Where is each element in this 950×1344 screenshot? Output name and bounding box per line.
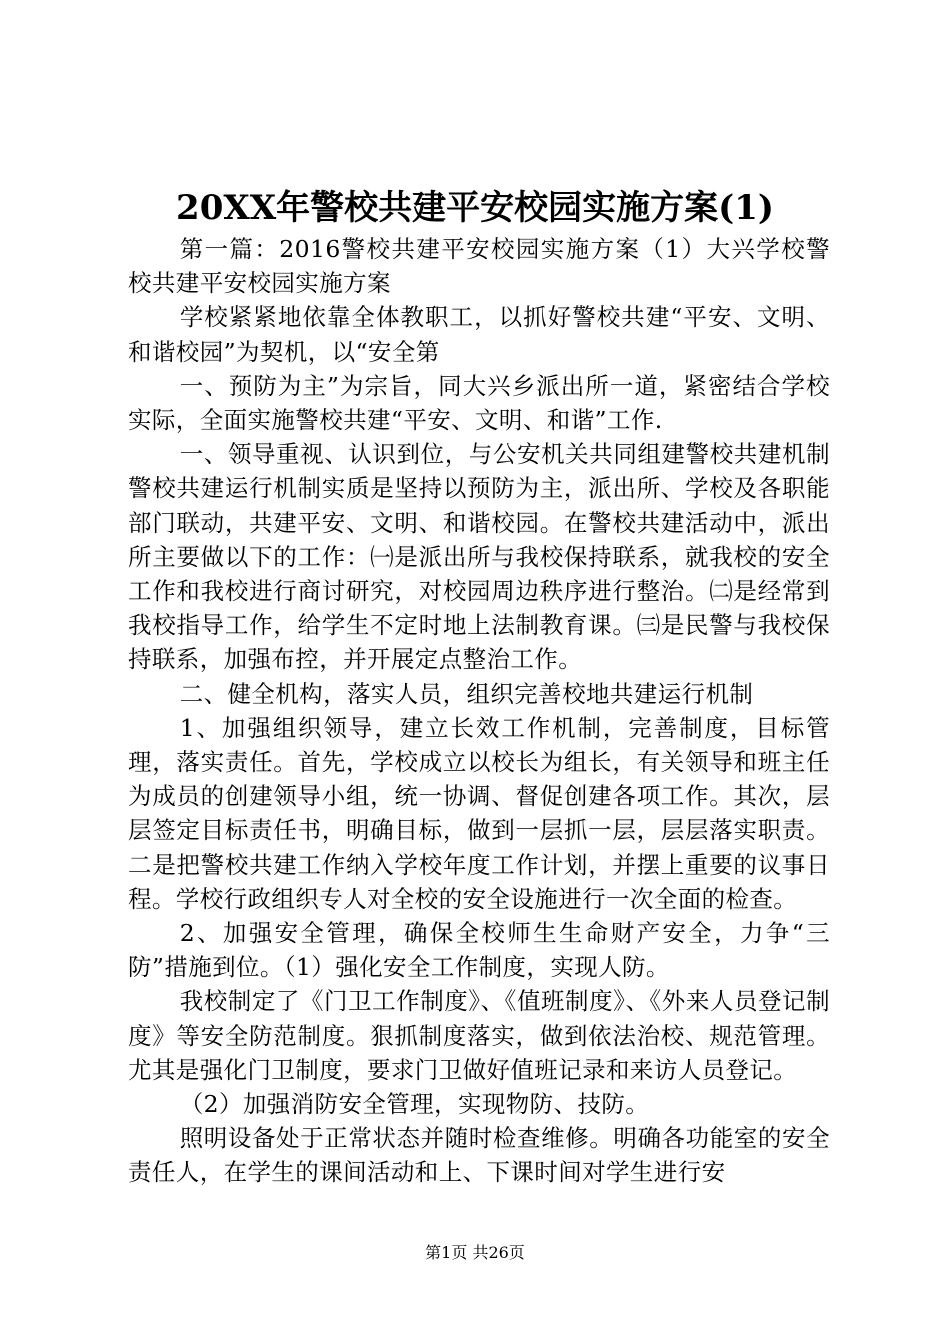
paragraph: 照明设备处于正常状态并随时检查维修。明确各功能室的安全责任人，在学生的课间活动和上、下课时间对学生进行安 bbox=[128, 1124, 830, 1187]
paragraph: （2）加强消防安全管理，实现物防、技防。 bbox=[179, 1090, 650, 1119]
paragraph: 1、加强组织领导，建立长效工作机制，完善制度，目标管理，落实责任。首先，学校成立以校长为组长，有关领导和班主任为成员的创建领导小组，统一协调、督促创建各项工作。其次，层层签定目标责任书，明确目标，做到一层抓一层，层层落实职责。二是把警校共建工作纳入学校年度工作计划，并摆上重要的议事日程。学校行政组织专人对全校的安全设施进行一次全面的检查。 bbox=[128, 713, 830, 913]
paragraph: 学校紧紧地依靠全体教职工，以抓好警校共建“平安、文明、和谐校园”为契机，以“安全第 bbox=[128, 303, 830, 366]
document-body bbox=[128, 232, 830, 1190]
document-title: 20XX年警校共建平安校园实施方案(1) bbox=[176, 188, 774, 228]
paragraph: 我校制定了《门卫工作制度》、《值班制度》、《外来人员登记制度》等安全防范制度。狠抓制度落实，做到依法治校、规范管理。尤其是强化门卫制度，要求门卫做好值班记录和来访人员登记。 bbox=[128, 987, 830, 1084]
paragraph: 第一篇：2016警校共建平安校园实施方案（1）大兴学校警校共建平安校园实施方案 bbox=[128, 235, 830, 298]
paragraph: 2、加强安全管理，确保全校师生生命财产安全，力争“三防”措施到位。（1）强化安全工作制度，实现人防。 bbox=[128, 919, 830, 982]
paragraph: 二、健全机构，落实人员，组织完善校地共建运行机制 bbox=[179, 679, 754, 708]
paragraph: 一、领导重视、认识到位，与公安机关共同组建警校共建机制警校共建运行机制实质是坚持以预防为主，派出所、学校及各职能部门联动，共建平安、文明、和谐校园。在警校共建活动中，派出所主要做以下的工作：㈠是派出所与我校保持联系，就我校的安全工作和我校进行商讨研究，对校园周边秩序进行整治。㈡是经常到我校指导工作，给学生不定时地上法制教育课。㈢是民警与我校保持联系，加强布控，并开展定点整治工作。 bbox=[128, 440, 830, 674]
page-footer: 第1页 共26页 bbox=[425, 1243, 525, 1262]
paragraph: 一、预防为主”为宗旨，同大兴乡派出所一道，紧密结合学校实际，全面实施警校共建“平安、文明、和谐”工作. bbox=[128, 371, 830, 435]
